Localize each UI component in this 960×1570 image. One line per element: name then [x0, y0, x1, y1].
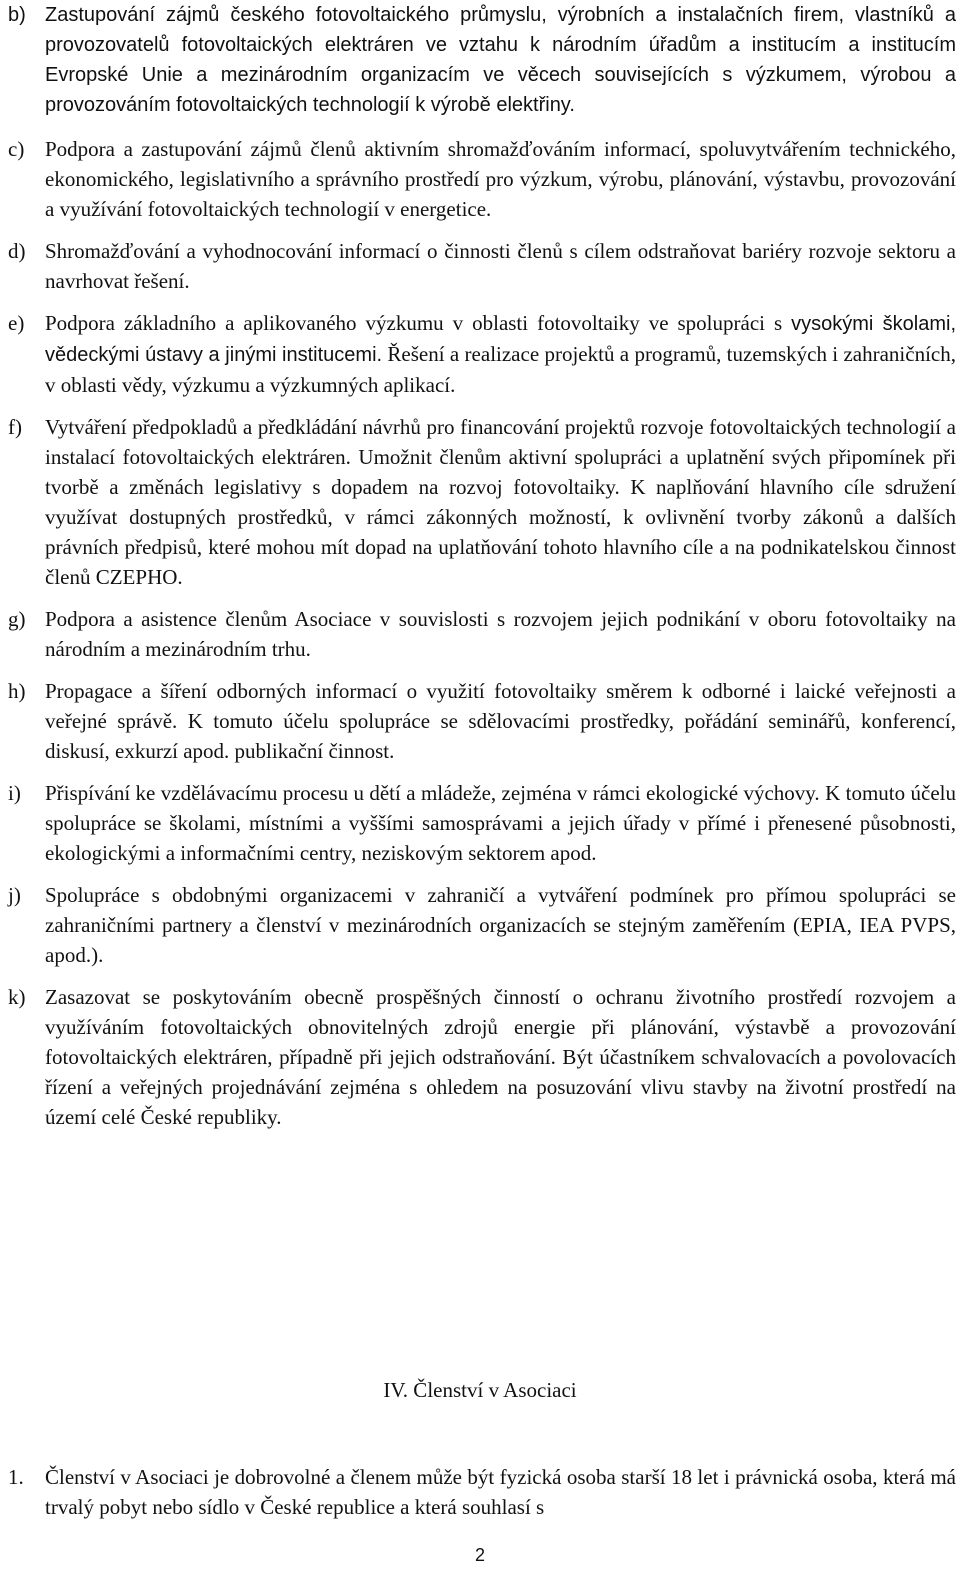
list-item-f	[8, 412, 956, 592]
list-item-text: Propagace a šíření odborných informací o využití fotovoltaiky směrem k odborné i laické veřejnosti a veřejné správě. K tomuto účelu spolupráce se sdělovacími prostředky, pořádání seminářů, konferencí, diskusí, exkurzí apod. publikační činnost.	[45, 679, 956, 763]
list-item-text-part-c: Řešení a realizace projektů a programů, tuzemských i zahraničních, v oblasti vědy, výzkumu a výzkumných aplikací.	[45, 342, 956, 397]
list-item-label: b)	[8, 4, 26, 26]
numbered-item-label: 1.	[8, 1465, 24, 1489]
list-item-text: Podpora a asistence členům Asociace v souvislosti s rozvojem jejich podnikání v oboru fotovoltaiky na národním a mezinárodním trhu.	[45, 607, 956, 661]
list-item-label: h)	[8, 679, 26, 703]
list-item-text: Vytváření předpokladů a předkládání návrhů pro financování projektů rozvoje fotovoltaických technologií a instalací fotovoltaických elektráren. Umožnit členům aktivní spolupráci a uplatnění svých připomínek při tvorbě a změnách legislativy s dopadem na rozvoj fotovoltaiky. K naplňování hlavního cíle sdružení využívat dostupných prostředků, v rámci zákonných možností, k ovlivnění tvorby zákonů a dalších právních předpisů, které mohou mít dopad na uplatňování tohoto hlavního cíle a na podnikatelskou činnost členů CZEPHO.	[45, 415, 956, 589]
numbered-item-1	[8, 1462, 956, 1522]
list-item-label: j)	[8, 883, 21, 907]
list-item-label: f)	[8, 415, 22, 439]
list-item-h	[8, 676, 956, 766]
list-item-label: c)	[8, 137, 25, 161]
list-item-g	[8, 604, 956, 664]
list-item-label: k)	[8, 985, 26, 1009]
page-number: 2	[474, 1545, 485, 1565]
membership-list	[8, 1462, 956, 1534]
list-item-e	[8, 308, 956, 400]
list-item-text: Shromažďování a vyhodnocování informací o činnosti členů s cílem odstraňovat bariéry rozvoje sektoru a navrhovat řešení.	[45, 239, 956, 293]
list-item-text: Zasazovat se poskytováním obecně prospěšných činností o ochranu životního prostředí rozvojem a využíváním fotovoltaických obnovitelných zdrojů energie při plánování, výstavbě a provozování fotovoltaických elektráren, případně při jejich odstraňování. Být účastníkem schvalovacích a povolovacích řízení a veřejných projednávání zejména s ohledem na posuzování vlivu stavby na životní prostředí na území celé České republiky.	[45, 985, 956, 1129]
list-item-label: e)	[8, 311, 25, 335]
list-item-d	[8, 236, 956, 296]
list-item-c	[8, 134, 956, 224]
list-item-text-part-b: vysokými školami, vědeckými ústavy a jinými institucemi.	[45, 313, 957, 366]
list-item-label: d)	[8, 239, 26, 263]
list-item-text: Přispívání ke vzdělávacímu procesu u dětí a mládeže, zejména v rámci ekologické výchovy. K tomuto účelu spolupráce se školami, místními a vyššími samosprávami a jejich úřady v přímé i přenesené působnosti, ekologickými a informačními centry, neziskovým sektorem apod.	[45, 781, 956, 865]
list-item-b	[8, 0, 956, 120]
list-item-j	[8, 880, 956, 970]
list-item-k	[8, 982, 956, 1132]
section-heading: IV. Členství v Asociaci	[383, 1378, 577, 1402]
list-item-label: i)	[8, 781, 21, 805]
list-item-text: Spolupráce s obdobnými organizacemi v zahraničí a vytváření podmínek pro přímou spolupráci se zahraničními partnery a členství v mezinárodních organizacích se stejným zaměřením (EPIA, IEA PVPS, apod.).	[45, 883, 956, 967]
list-item-text: Podpora a zastupování zájmů členů aktivním shromažďováním informací, spoluvytvářením technického, ekonomického, legislativního a správního prostředí pro výzkum, výrobu, plánování, výstavbu, provozování a využívání fotovoltaických technologií v energetice.	[45, 137, 956, 221]
list-item-text: Zastupování zájmů českého fotovoltaického průmyslu, výrobních a instalačních firem, vlastníků a provozovatelů fotovoltaických elektráren ve vztahu k národním úřadům a institucím a institucím Evropské Unie a mezinárodním organizacím ve věcech souvisejících s výzkumem, výrobou a provozováním fotovoltaických technologií k výrobě elektřiny.	[45, 4, 956, 116]
list-item-text-part-a: Podpora základního a aplikovaného výzkumu v oblasti fotovoltaiky ve spolupráci s	[45, 311, 783, 335]
list-item-i	[8, 778, 956, 868]
purpose-list	[8, 0, 956, 1144]
numbered-item-text: Členství v Asociaci je dobrovolné a členem může být fyzická osoba starší 18 let i právnická osoba, která má trvalý pobyt nebo sídlo v České republice a která souhlasí s	[45, 1465, 956, 1519]
list-item-label: g)	[8, 607, 26, 631]
